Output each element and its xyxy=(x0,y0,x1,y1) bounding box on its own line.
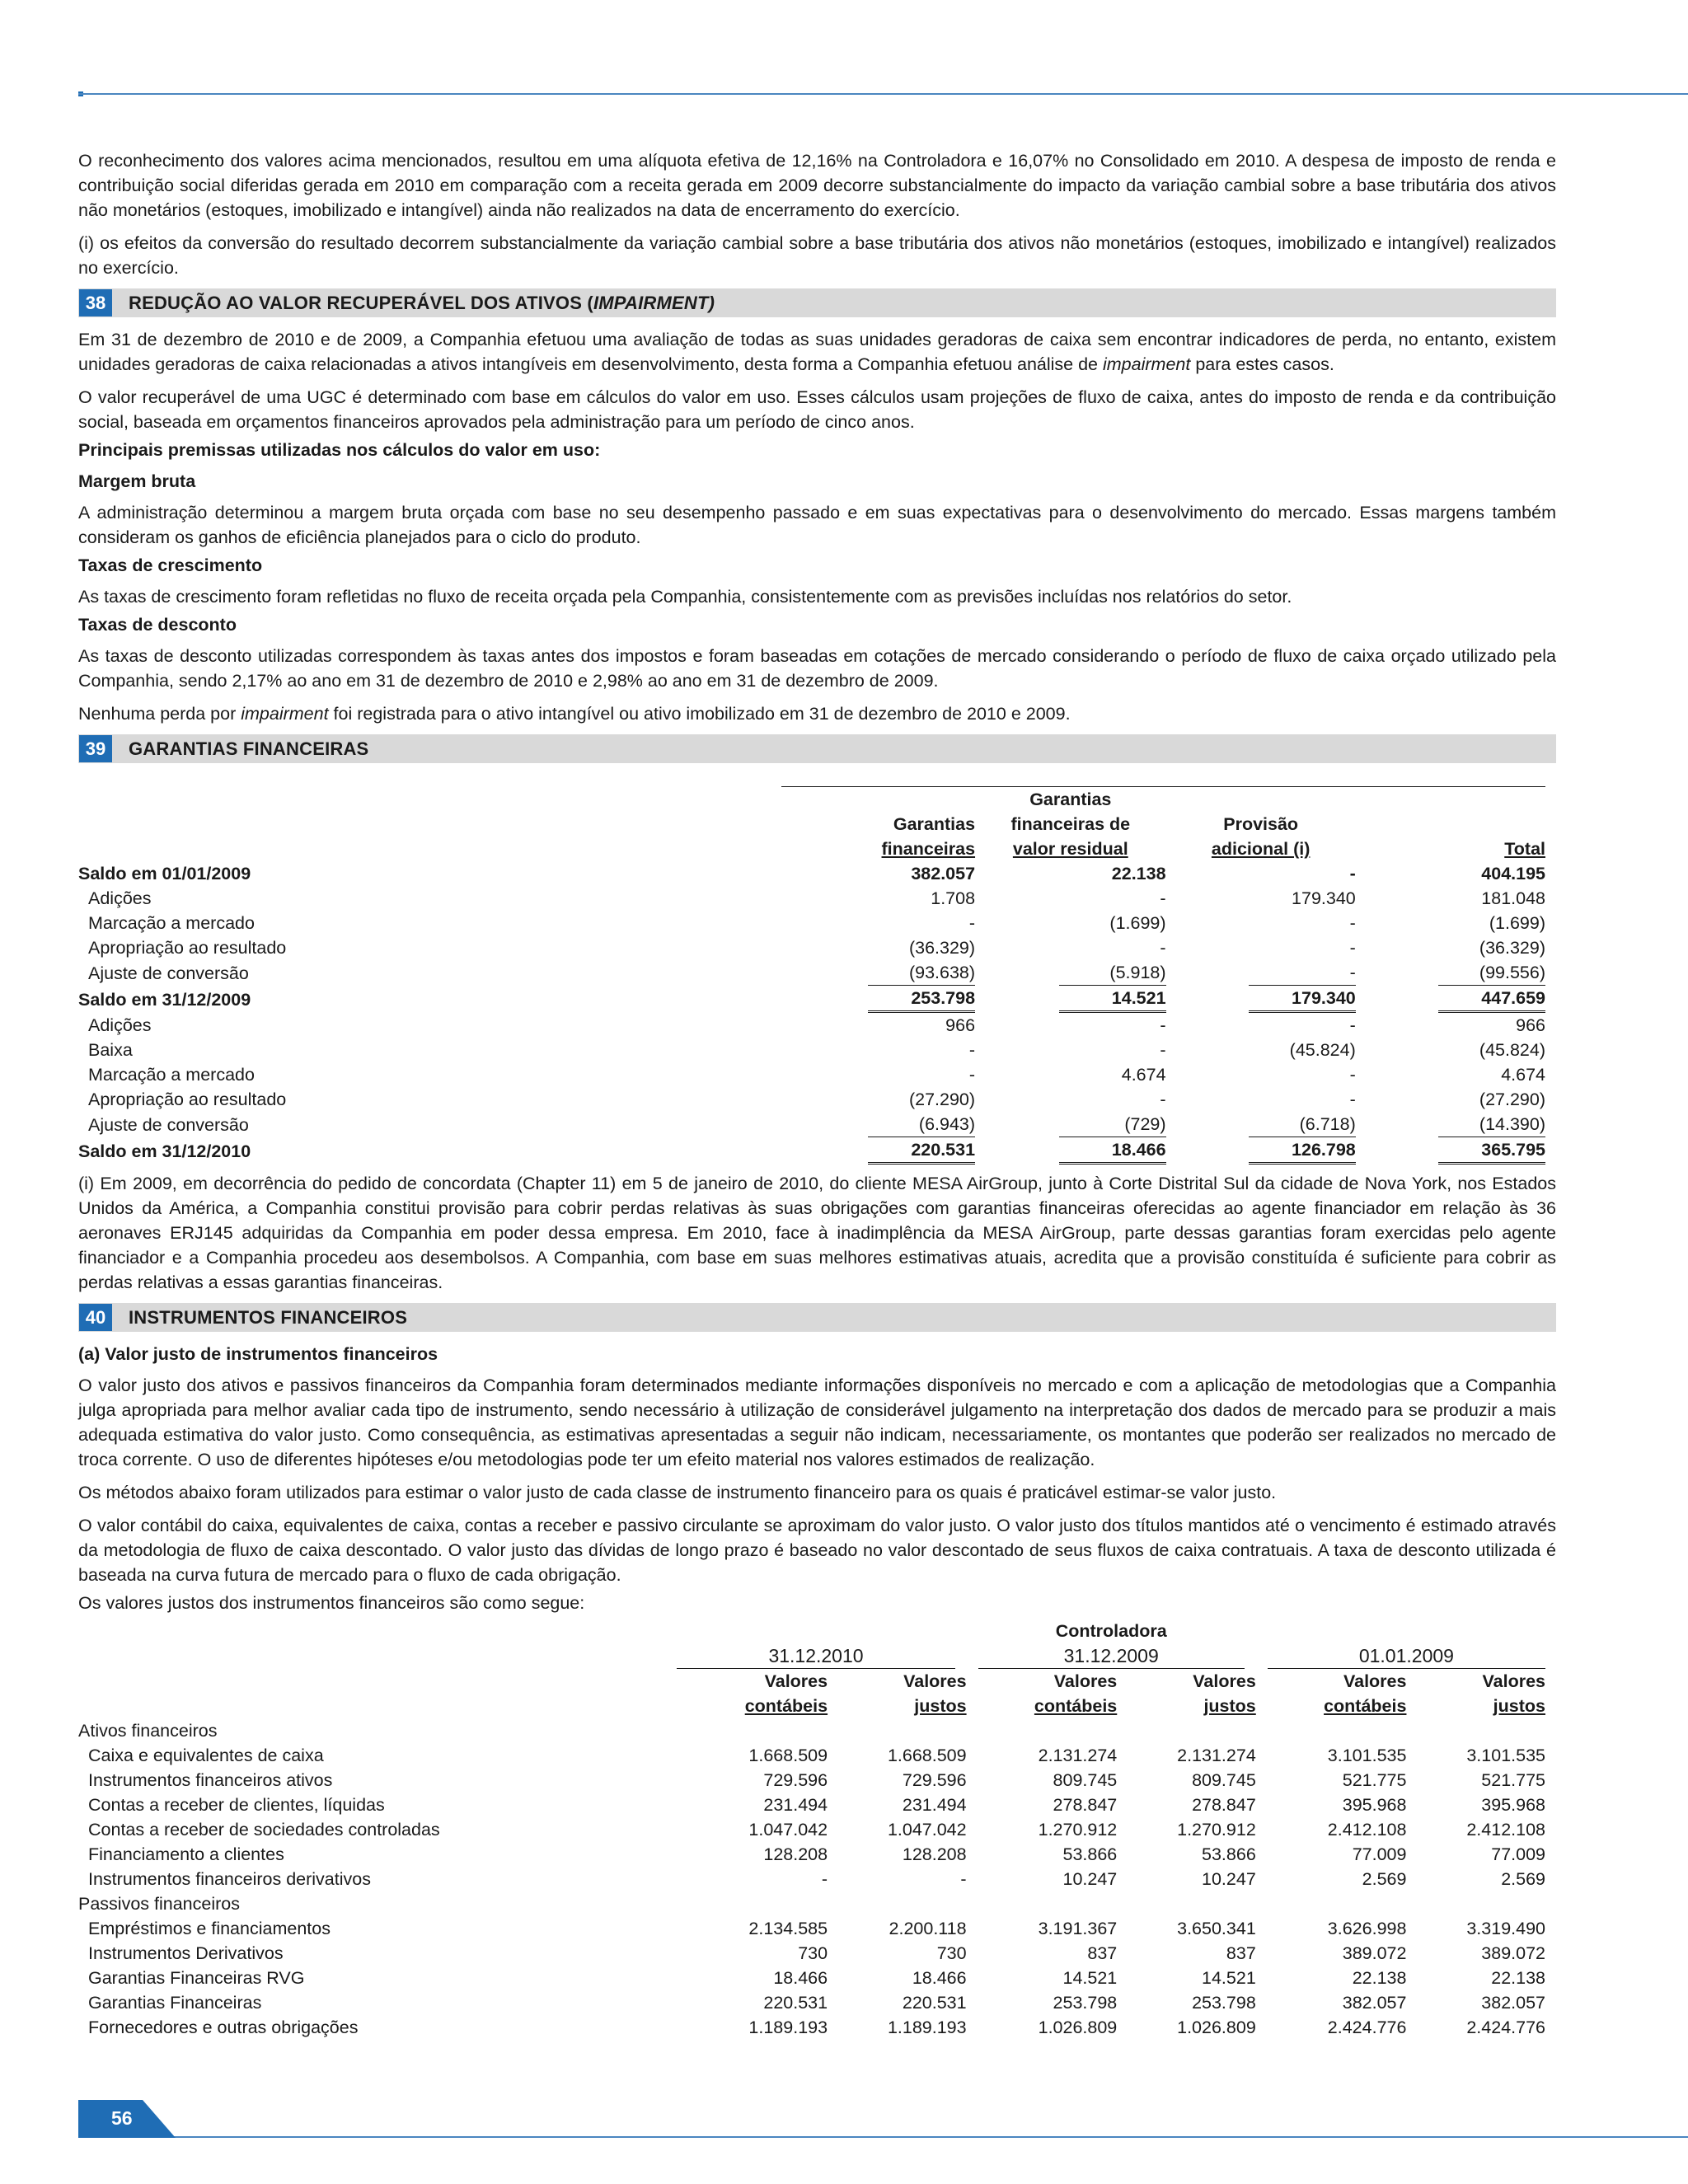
cell-value: - xyxy=(821,1869,828,1889)
table-row xyxy=(78,911,1545,935)
text: Em 31 de dezembro de 2010 e de 2009, a Companhia efetuou uma avaliação de todas as suas unidades geradoras de caixa sem encontrar indicadores de perda, no entanto, existem unidades geradoras de caixa relacionadas a ativos intangíveis em desenvolvimento, desta forma a Companhia efetuou análise de xyxy=(78,330,1556,374)
cell-value: 2.131.274 xyxy=(1177,1746,1256,1765)
cell-value: 3.101.535 xyxy=(1327,1746,1407,1765)
table-row xyxy=(78,1137,1545,1165)
section-number: 39 xyxy=(79,735,112,762)
cell-value: - xyxy=(1349,1015,1356,1035)
intro-paragraph-2: (i) os efeitos da conversão do resultado decorrem substancialmente da variação cambial sobre a base tributária dos ativos não monetários (estoques, imobilizado e intangível) realizados no exercício. xyxy=(78,233,1556,278)
footer-rule xyxy=(78,2136,1688,2138)
text: Nenhuma perda por xyxy=(78,704,241,724)
page-number: 56 xyxy=(111,2107,133,2129)
section-number: 40 xyxy=(79,1304,112,1331)
cell-value: 837 xyxy=(1087,1943,1118,1963)
text: para estes casos. xyxy=(1190,354,1334,374)
cell-value: 18.466 xyxy=(1059,1137,1166,1165)
cell-value: 809.745 xyxy=(1053,1770,1118,1790)
cell-value: - xyxy=(968,913,976,933)
s40-subheading: (a) Valor justo de instrumentos financeiros xyxy=(78,1344,438,1364)
s38-paragraph-4: As taxas de crescimento foram refletidas no fluxo de receita orçada pela Companhia, consistentemente com as previsões incluídas nos relatórios do setor. xyxy=(78,587,1292,607)
s38-heading-margem: Margem bruta xyxy=(78,471,196,491)
cell-value: 22.138 xyxy=(1111,864,1166,883)
section-number: 38 xyxy=(79,289,112,316)
table-row xyxy=(78,1867,1545,1891)
table-row xyxy=(78,1013,1545,1038)
cell-value: 278.847 xyxy=(1192,1795,1256,1815)
s38-paragraph-1 xyxy=(78,327,1556,377)
col-header: Garantias xyxy=(1029,790,1112,809)
cell-value: 2.412.108 xyxy=(1327,1820,1407,1840)
col-header: valor residual xyxy=(1012,839,1128,859)
cell-value: 253.798 xyxy=(1192,1993,1256,2013)
cell-value: 2.569 xyxy=(1501,1869,1545,1889)
row-label: Apropriação ao resultado xyxy=(88,938,287,958)
table-row xyxy=(78,1793,1545,1817)
table-row xyxy=(78,1966,1545,1990)
cell-value: 1.026.809 xyxy=(1177,2018,1256,2037)
table-row xyxy=(78,935,1545,960)
s40-paragraph-1: O valor justo dos ativos e passivos financeiros da Companhia foram determinados mediante informações disponíveis no mercado e com a aplicação de metodologias que a Companhia julga apropriada para melhor avaliar cada tipo de instrumento, sendo necessário à utilização de considerável julgamento na interpretação dos dados de mercado para se produzir a mais adequada estimativa do valor justo. Como consequência, as estimativas apresentadas a seguir não indicam, necessariamente, os montantes que poderão ser realizados no mercado de troca corrente. O uso de diferentes hipóteses e/ou metodologias pode ter um efeito material nos valores estimados de realização. xyxy=(78,1376,1556,1469)
guarantees-table-body xyxy=(78,861,1545,1165)
cell-value: - xyxy=(1349,1065,1356,1085)
italic-term: impairment xyxy=(1103,354,1191,374)
cell-value: 181.048 xyxy=(1481,888,1545,908)
cell-value: (5.918) xyxy=(1059,960,1166,986)
table-row xyxy=(78,861,1545,886)
cell-value: 730 xyxy=(798,1943,828,1963)
table-row xyxy=(78,1916,1545,1941)
cell-value: 179.340 xyxy=(1292,888,1356,908)
cell-value: 253.798 xyxy=(1053,1993,1118,2013)
cell-value: - xyxy=(1160,1040,1166,1060)
section-title-italic: IMPAIRMENT) xyxy=(593,292,715,313)
col-header: contábeis xyxy=(744,1696,828,1716)
cell-value: 1.047.042 xyxy=(748,1820,828,1840)
cell-value: 3.191.367 xyxy=(1038,1919,1118,1938)
cell-value: 3.101.535 xyxy=(1466,1746,1545,1765)
page-number-tab xyxy=(78,2100,177,2138)
cell-value: (27.290) xyxy=(908,1090,976,1109)
cell-value: 2.424.776 xyxy=(1327,2018,1407,2037)
cell-value: 730 xyxy=(936,1943,967,1963)
cell-value: 382.057 xyxy=(1342,1993,1407,2013)
s38-paragraph-6 xyxy=(78,701,1556,726)
row-label: Apropriação ao resultado xyxy=(88,1090,287,1109)
cell-value: - xyxy=(960,1869,967,1889)
header-rule xyxy=(78,93,1688,95)
cell-value: (6.718) xyxy=(1249,1112,1356,1137)
s38-heading-desconto: Taxas de desconto xyxy=(78,615,237,635)
cell-value: 10.247 xyxy=(1202,1869,1256,1889)
col-header: Provisão xyxy=(1223,814,1299,834)
row-label: Saldo em 01/01/2009 xyxy=(78,864,251,883)
cell-value: 220.531 xyxy=(868,1137,975,1165)
cell-value: 521.775 xyxy=(1481,1770,1545,1790)
row-label: Saldo em 31/12/2009 xyxy=(78,989,251,1010)
cell-value: 1.668.509 xyxy=(748,1746,828,1765)
row-label: Empréstimos e financiamentos xyxy=(88,1919,331,1938)
cell-value: 1.668.509 xyxy=(887,1746,967,1765)
cell-value: 126.798 xyxy=(1249,1137,1356,1165)
table-row xyxy=(78,1038,1545,1062)
cell-value: 395.968 xyxy=(1481,1795,1545,1815)
cell-value: 77.009 xyxy=(1491,1844,1545,1864)
cell-value: 404.195 xyxy=(1481,864,1545,883)
cell-value: 1.189.193 xyxy=(887,2018,967,2037)
s38-heading-crescimento: Taxas de crescimento xyxy=(78,555,263,575)
table-row xyxy=(78,1112,1545,1137)
s38-heading-premissas: Principais premissas utilizadas nos cálculos do valor em uso: xyxy=(78,440,601,460)
s40-paragraph-4: Os valores justos dos instrumentos financeiros são como segue: xyxy=(78,1593,585,1613)
cell-value: 3.626.998 xyxy=(1327,1919,1407,1938)
cell-value: 389.072 xyxy=(1342,1943,1407,1963)
cell-value: (45.824) xyxy=(1479,1040,1545,1060)
col-header: justos xyxy=(1493,1696,1545,1716)
s38-paragraph-3: A administração determinou a margem bruta orçada com base no seu desempenho passado e em suas expectativas para o desenvolvimento do mercado. Essas margens também consideram os ganhos de eficiência planejados para o ciclo do produto. xyxy=(78,503,1556,547)
row-label: Caixa e equivalentes de caixa xyxy=(88,1746,324,1765)
table-row xyxy=(78,886,1545,911)
cell-value: 966 xyxy=(945,1015,976,1035)
col-header: contábeis xyxy=(1034,1696,1118,1716)
cell-value: 179.340 xyxy=(1249,986,1356,1013)
cell-value: 2.412.108 xyxy=(1466,1820,1545,1840)
cell-value: 22.138 xyxy=(1491,1968,1545,1988)
table-row xyxy=(78,1842,1545,1867)
cell-value: (1.699) xyxy=(1489,913,1545,933)
row-label: Adições xyxy=(88,1015,152,1035)
fair-value-table xyxy=(78,1619,1545,2040)
table-row xyxy=(78,1990,1545,2015)
cell-value: (99.556) xyxy=(1438,960,1545,986)
page-content xyxy=(78,148,1556,2040)
row-label: Baixa xyxy=(88,1040,133,1060)
col-header: justos xyxy=(914,1696,967,1716)
section-title xyxy=(129,291,715,316)
col-header: Valores xyxy=(1193,1671,1256,1691)
cell-value: - xyxy=(1160,938,1166,958)
row-label: Saldo em 31/12/2010 xyxy=(78,1141,251,1161)
cell-value: - xyxy=(1349,938,1356,958)
table-row xyxy=(78,2015,1545,2040)
cell-value: 53.866 xyxy=(1202,1844,1256,1864)
cell-value: 220.531 xyxy=(763,1993,828,2013)
cell-value: 2.134.585 xyxy=(748,1919,828,1938)
col-header: financeiras xyxy=(881,839,976,859)
cell-value: - xyxy=(968,1040,976,1060)
cell-value: 729.596 xyxy=(763,1770,828,1790)
cell-value: 729.596 xyxy=(902,1770,967,1790)
cell-value: 2.424.776 xyxy=(1466,2018,1545,2037)
cell-value: 382.057 xyxy=(911,864,976,883)
cell-value: 3.650.341 xyxy=(1177,1919,1256,1938)
cell-value: 253.798 xyxy=(868,986,975,1013)
s39-note: (i) Em 2009, em decorrência do pedido de concordata (Chapter 11) em 5 de janeiro de 2010, do cliente MESA AirGroup, junto à Corte Distrital Sul da cidade de Nova York, nos Estados Unidos da América, a Companhia constitui provisão para cobrir perdas relativas às suas obrigações com garantias financeiras oferecidas ao agente financiador em relação às 36 aeronaves ERJ145 adquiridas da Companhia em poder dessa empresa. Em 2010, face à inadimplência da MESA AirGroup, parte dessas garantias foram exercidas pelo agente financiador e a Companhia procedeu aos desembolsos. A Companhia, com base em suas melhores estimativas atuais, acredita que a provisão constituída é suficiente para cobrir as perdas relativas a essas garantias financeiras. xyxy=(78,1174,1556,1292)
cell-value: 1.047.042 xyxy=(887,1820,967,1840)
cell-value: 382.057 xyxy=(1481,1993,1545,2013)
cell-value: 231.494 xyxy=(763,1795,828,1815)
cell-value: 1.189.193 xyxy=(748,2018,828,2037)
cell-value: - xyxy=(968,1065,976,1085)
col-header: Valores xyxy=(1053,1671,1118,1691)
col-header: Valores xyxy=(903,1671,967,1691)
cell-value: 231.494 xyxy=(902,1795,967,1815)
cell-value: - xyxy=(1249,960,1356,986)
cell-value: (1.699) xyxy=(1109,913,1166,933)
cell-value: (36.329) xyxy=(1479,938,1545,958)
table-row xyxy=(78,986,1545,1013)
col-header: Valores xyxy=(1482,1671,1545,1691)
cell-value: 128.208 xyxy=(902,1844,967,1864)
row-label: Instrumentos financeiros ativos xyxy=(88,1770,333,1790)
cell-value: 18.466 xyxy=(912,1968,967,1988)
row-label: Garantias Financeiras RVG xyxy=(88,1968,305,1988)
section-38-header xyxy=(78,288,1556,317)
table-row xyxy=(78,1817,1545,1842)
cell-value: 14.521 xyxy=(1062,1968,1118,1988)
cell-value: 53.866 xyxy=(1062,1844,1118,1864)
cell-value: - xyxy=(1349,1090,1356,1109)
section-title: GARANTIAS FINANCEIRAS xyxy=(129,738,369,759)
group-row xyxy=(78,1718,1545,1743)
cell-value: 278.847 xyxy=(1053,1795,1118,1815)
date-header: 01.01.2009 xyxy=(1268,1643,1545,1669)
cell-value: 220.531 xyxy=(902,1993,967,2013)
cell-value: (93.638) xyxy=(868,960,975,986)
col-header: adicional (i) xyxy=(1211,839,1311,859)
table-row xyxy=(78,1743,1545,1768)
table-row xyxy=(78,1062,1545,1087)
cell-value: 1.026.809 xyxy=(1038,2018,1118,2037)
cell-value: 395.968 xyxy=(1342,1795,1407,1815)
row-label: Instrumentos financeiros derivativos xyxy=(88,1869,371,1889)
cell-value: 1.270.912 xyxy=(1038,1820,1118,1840)
cell-value: 3.319.490 xyxy=(1466,1919,1545,1938)
intro-paragraph-1: O reconhecimento dos valores acima mencionados, resultou em uma alíquota efetiva de 12,16% na Controladora e 16,07% no Consolidado em 2010. A despesa de imposto de renda e contribuição social diferidas gerada em 2010 em comparação com a receita gerada em 2009 decorre substancialmente do impacto da variação cambial sobre a base tributária dos ativos não monetários (estoques, imobilizado e intangível) ainda não realizados na data de encerramento do exercício. xyxy=(78,151,1556,220)
col-header: Valores xyxy=(1343,1671,1407,1691)
section-title-text: REDUÇÃO AO VALOR RECUPERÁVEL DOS ATIVOS ( xyxy=(129,292,593,313)
fair-value-table-body xyxy=(78,1718,1545,2040)
row-label: Ajuste de conversão xyxy=(88,1114,249,1135)
cell-value: 10.247 xyxy=(1062,1869,1118,1889)
italic-term: impairment xyxy=(241,704,329,724)
group-header: Controladora xyxy=(1055,1621,1167,1641)
group-label: Ativos financeiros xyxy=(78,1721,218,1741)
row-label: Financiamento a clientes xyxy=(88,1844,284,1864)
section-title: INSTRUMENTOS FINANCEIROS xyxy=(129,1306,408,1328)
s40-paragraph-3: O valor contábil do caixa, equivalentes de caixa, contas a receber e passivo circulante se aproximam do valor justo. O valor justo dos títulos mantidos até o vencimento é estimado através da metodologia de fluxo de caixa descontado. O valor justo das dívidas de longo prazo é baseado no valor descontado de seus fluxos de caixa contratuais. A taxa de desconto utilizada é baseada na curva futura de mercado para o fluxo de cada obrigação. xyxy=(78,1516,1556,1585)
cell-value: (36.329) xyxy=(908,938,976,958)
s40-paragraph-2: Os métodos abaixo foram utilizados para estimar o valor justo de cada classe de instrumento financeiro para os quais é praticável estimar-se valor justo. xyxy=(78,1483,1277,1502)
cell-value: (27.290) xyxy=(1479,1090,1545,1109)
col-header: financeiras de xyxy=(1010,814,1131,834)
group-label: Passivos financeiros xyxy=(78,1894,240,1914)
cell-value: 4.674 xyxy=(1121,1065,1166,1085)
row-label: Adições xyxy=(88,888,152,908)
section-40-header xyxy=(78,1303,1556,1332)
text: foi registrada para o ativo intangível ou ativo imobilizado em 31 de dezembro de 2010 e 2009. xyxy=(328,704,1071,724)
row-label: Contas a receber de sociedades controladas xyxy=(88,1820,440,1840)
cell-value: 18.466 xyxy=(773,1968,828,1988)
cell-value: 77.009 xyxy=(1352,1844,1407,1864)
cell-value: 2.131.274 xyxy=(1038,1746,1118,1765)
cell-value: (6.943) xyxy=(868,1112,975,1137)
date-header: 31.12.2010 xyxy=(677,1643,954,1669)
row-label: Garantias Financeiras xyxy=(88,1993,262,2013)
row-label: Marcação a mercado xyxy=(88,1065,255,1085)
cell-value: 2.569 xyxy=(1362,1869,1407,1889)
cell-value: 1.708 xyxy=(931,888,976,908)
row-label: Instrumentos Derivativos xyxy=(88,1943,284,1963)
table-row xyxy=(78,960,1545,986)
row-label: Contas a receber de clientes, líquidas xyxy=(88,1795,385,1815)
cell-value: 14.521 xyxy=(1202,1968,1256,1988)
cell-value: - xyxy=(1160,888,1166,908)
cell-value: (14.390) xyxy=(1438,1112,1545,1137)
table-row xyxy=(78,1941,1545,1966)
row-label: Marcação a mercado xyxy=(88,913,255,933)
cell-value: 365.795 xyxy=(1438,1137,1545,1165)
row-label: Ajuste de conversão xyxy=(88,963,249,983)
group-row xyxy=(78,1891,1545,1916)
cell-value: 14.521 xyxy=(1059,986,1166,1013)
table-row xyxy=(78,1768,1545,1793)
cell-value: 837 xyxy=(1226,1943,1256,1963)
col-header: Total xyxy=(1504,839,1545,859)
col-header: contábeis xyxy=(1324,1696,1407,1716)
date-header: 31.12.2009 xyxy=(978,1643,1245,1669)
cell-value: 128.208 xyxy=(763,1844,828,1864)
col-header: Valores xyxy=(764,1671,828,1691)
cell-value: 22.138 xyxy=(1352,1968,1407,1988)
cell-value: - xyxy=(1160,1090,1166,1109)
guarantees-table xyxy=(78,786,1545,1165)
s38-paragraph-2: O valor recuperável de uma UGC é determinado com base em cálculos do valor em uso. Esses cálculos usam projeções de fluxo de caixa, antes do imposto de renda e da contribuição social, baseada em orçamentos financeiros aprovados pela administração para um período de cinco anos. xyxy=(78,387,1556,432)
col-header: justos xyxy=(1203,1696,1256,1716)
cell-value: - xyxy=(1349,913,1356,933)
cell-value: 1.270.912 xyxy=(1177,1820,1256,1840)
cell-value: 2.200.118 xyxy=(889,1919,967,1938)
cell-value: 966 xyxy=(1516,1015,1545,1035)
cell-value: 4.674 xyxy=(1501,1065,1545,1085)
cell-value: - xyxy=(1349,864,1356,883)
section-39-header xyxy=(78,734,1556,763)
cell-value: 521.775 xyxy=(1342,1770,1407,1790)
s38-paragraph-5: As taxas de desconto utilizadas correspondem às taxas antes dos impostos e foram baseadas em cotações de mercado considerando o período de fluxo de caixa orçado utilizado pela Companhia, sendo 2,17% ao ano em 31 de dezembro de 2010 e 2,98% ao ano em 31 de dezembro de 2009. xyxy=(78,646,1556,691)
cell-value: - xyxy=(1160,1015,1166,1035)
col-header: Garantias xyxy=(893,814,976,834)
cell-value: (45.824) xyxy=(1289,1040,1356,1060)
cell-value: 809.745 xyxy=(1192,1770,1256,1790)
row-label: Fornecedores e outras obrigações xyxy=(88,2018,359,2037)
cell-value: (729) xyxy=(1059,1112,1166,1137)
table-row xyxy=(78,1087,1545,1112)
cell-value: 447.659 xyxy=(1438,986,1545,1013)
cell-value: 389.072 xyxy=(1481,1943,1545,1963)
